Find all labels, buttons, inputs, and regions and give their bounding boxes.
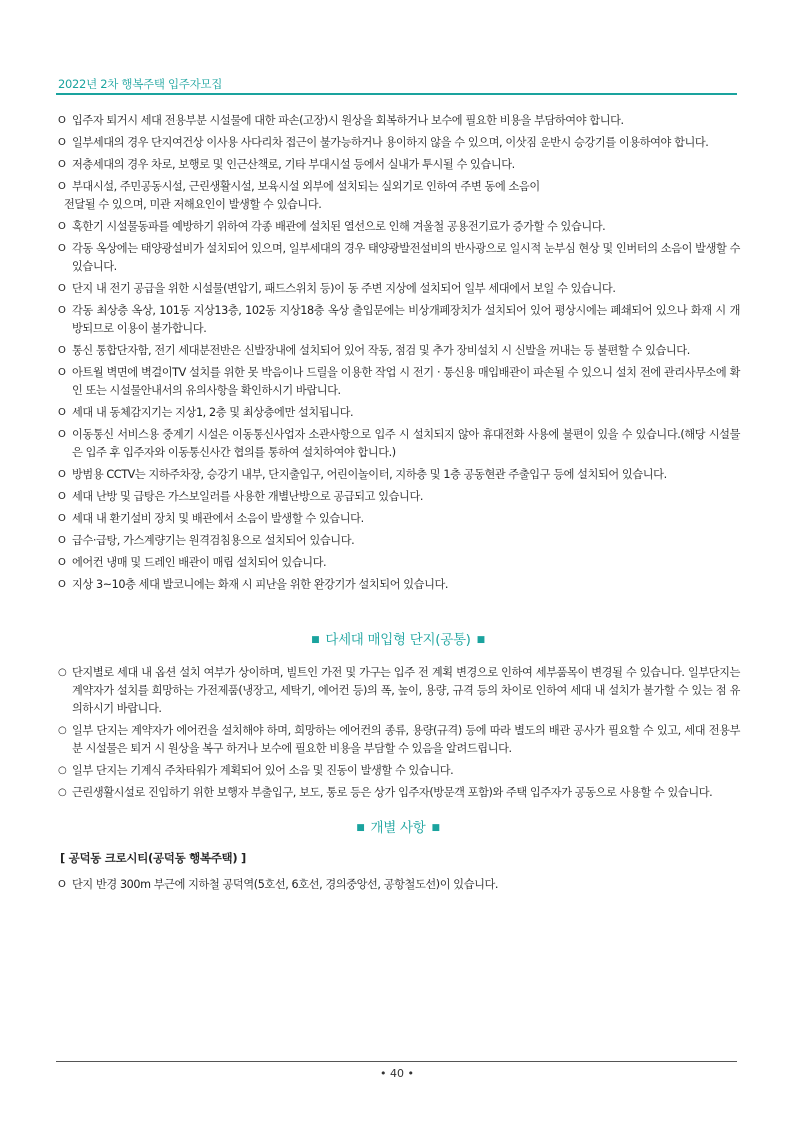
list-item: [56, 532, 740, 550]
list-item: [56, 762, 740, 780]
bullet-o: O: [58, 557, 66, 568]
list-item: [56, 302, 740, 338]
section-heading-individual: [56, 816, 740, 836]
square-marker-icon: ■: [476, 635, 485, 645]
list-item-text: 이동통신 서비스용 중계기 시설은 이동통신사업자 소관사항으로 입주 시 설치되지 않아 휴대전화 사용에 불편이 있을 수 있습니다.(해당 시설물은 입주 후 입주자와 이동통신사간 협의를 통하여 설치하여야 합니다.): [72, 428, 740, 459]
list-item-text: 부대시설, 주민공동시설, 근린생활시설, 보육시설 외부에 설치되는 실외기로 인하여 주변 동에 소음이: [72, 180, 540, 193]
square-marker-icon: ■: [356, 823, 365, 833]
list-item: [56, 488, 740, 506]
square-marker-icon: ■: [311, 635, 320, 645]
section-heading-text: 다세대 매입형 단지(공통): [325, 632, 471, 648]
bullet-o: O: [58, 469, 66, 480]
list-item: [56, 134, 740, 152]
list-item: [56, 510, 740, 528]
bullet-o: O: [58, 283, 66, 294]
bullet-o: O: [58, 407, 66, 418]
document-header-title: 2022년 2차 행복주택 입주자모집: [58, 77, 223, 91]
list-item: [56, 664, 740, 718]
list-item: [56, 722, 740, 758]
list-item-text: 지상 3~10층 세대 발코니에는 화재 시 피난을 위한 완강기가 설치되어 있습니다.: [72, 578, 449, 591]
list-item: [56, 342, 740, 360]
bullet-circle: ○: [58, 765, 67, 776]
list-item: [56, 404, 740, 422]
list-item: [56, 218, 740, 236]
list-item-text: 근린생활시설로 진입하기 위한 보행자 부출입구, 보도, 통로 등은 상가 입주자(방문객 포함)와 주택 입주자가 공동으로 사용할 수 있습니다.: [72, 786, 713, 799]
bullet-o: O: [58, 513, 66, 524]
bullet-o: O: [58, 879, 66, 890]
list-item-text: 혹한기 시설물동파를 예방하기 위하여 각종 배관에 설치된 열선으로 인해 겨울철 공용전기료가 증가할 수 있습니다.: [72, 220, 606, 233]
bullet-o: O: [58, 535, 66, 546]
bullet-o: O: [58, 367, 66, 378]
bullet-circle: ○: [58, 787, 67, 798]
list-item-text: 에어컨 냉매 및 드레인 배관이 매립 설치되어 있습니다.: [72, 556, 327, 569]
bullet-o: O: [58, 243, 66, 254]
bullet-circle: ○: [58, 667, 67, 678]
list-item-text: 저층세대의 경우 차로, 보행로 및 인근산책로, 기타 부대시설 등에서 실내가 투시될 수 있습니다.: [72, 158, 515, 171]
list-item-text: 세대 난방 및 급탕은 가스보일러를 사용한 개별난방으로 공급되고 있습니다.: [72, 490, 424, 503]
bullet-o: O: [58, 429, 66, 440]
bullet-o: O: [58, 221, 66, 232]
list-item: [56, 156, 740, 174]
page-number: • 40 •: [380, 1067, 414, 1080]
page-content: [56, 112, 740, 898]
list-item-text: 세대 내 동체감지기는 지상1, 2층 및 최상층에만 설치됩니다.: [72, 406, 354, 419]
section-heading-multi-unit: [56, 628, 740, 648]
list-item-text: 세대 내 환기설비 장치 및 배관에서 소음이 발생할 수 있습니다.: [72, 512, 364, 525]
notice-list-individual: [56, 876, 740, 894]
list-item: [56, 466, 740, 484]
notice-list-multi-unit: [56, 664, 740, 802]
list-item-text: 통신 통합단자함, 전기 세대분전반은 신발장내에 설치되어 있어 작동, 점검 및 추가 장비설치 시 신발을 꺼내는 등 불편할 수 있습니다.: [72, 344, 690, 357]
bullet-o: O: [58, 181, 66, 192]
bullet-o: O: [58, 579, 66, 590]
list-item-text: 일부 단지는 기계식 주차타워가 계획되어 있어 소음 및 진동이 발생할 수 있습니다.: [72, 764, 454, 777]
list-item: [56, 178, 740, 214]
bullet-o: O: [58, 137, 66, 148]
list-item: [56, 112, 740, 130]
list-item: [56, 876, 740, 894]
list-item-continuation: 전달될 수 있으며, 미관 저해요인이 발생할 수 있습니다.: [64, 198, 322, 211]
bullet-circle: ○: [58, 725, 67, 736]
section-heading-text: 개별 사항: [370, 820, 426, 836]
list-item-text: 아트월 벽면에 벽걸이TV 설치를 위한 못 박음이나 드릴을 이용한 작업 시 전기 · 통신용 매입배관이 파손될 수 있으니 설치 전에 관리사무소에 확인 또는 시설물안내서의 유의사항을 확인하시기 바랍니다.: [72, 366, 740, 397]
bullet-o: O: [58, 305, 66, 316]
list-item-text: 단지 반경 300m 부근에 지하철 공덕역(5호선, 6호선, 경의중앙선, 공항철도선)이 있습니다.: [72, 878, 499, 891]
bullet-o: O: [58, 115, 66, 126]
list-item-text: 각동 옥상에는 태양광설비가 설치되어 있으며, 일부세대의 경우 태양광발전설비의 반사광으로 일시적 눈부심 현상 및 인버터의 소음이 발생할 수 있습니다.: [72, 242, 740, 273]
list-item-text: 단지별로 세대 내 옵션 설치 여부가 상이하며, 빌트인 가전 및 가구는 입주 전 계획 변경으로 인하여 세부품목이 변경될 수 있습니다. 일부단지는 계약자가 설치를 희망하는 가전제품(냉장고, 세탁기, 에어컨 등)의 폭, 높이, 용량, 규격 등의 차이로 인하여 세대 내 설치가 불가할 수 있는 점 유의하시기 바랍니다.: [72, 666, 740, 715]
bullet-o: O: [58, 345, 66, 356]
list-item-text: 단지 내 전기 공급을 위한 시설물(변압기, 패드스위치 등)이 동 주변 지상에 설치되어 일부 세대에서 보일 수 있습니다.: [72, 282, 616, 295]
list-item-text: 일부세대의 경우 단지여건상 이사용 사다리차 접근이 불가능하거나 용이하지 않을 수 있으며, 이삿짐 운반시 승강기를 이용하여야 합니다.: [72, 136, 709, 149]
list-item: [56, 240, 740, 276]
complex-sub-heading: [ 공덕동 크로시티(공덕동 행복주택) ]: [60, 851, 246, 865]
list-item: [56, 280, 740, 298]
bullet-o: O: [58, 159, 66, 170]
list-item-text: 입주자 퇴거시 세대 전용부분 시설물에 대한 파손(고장)시 원상을 회복하거나 보수에 필요한 비용을 부담하여야 합니다.: [72, 114, 624, 127]
square-marker-icon: ■: [431, 823, 440, 833]
bullet-o: O: [58, 491, 66, 502]
list-item: [56, 426, 740, 462]
list-item: [56, 364, 740, 400]
list-item: [56, 576, 740, 594]
notice-list-general: [56, 112, 740, 594]
footer-divider: [56, 1061, 737, 1062]
list-item-text: 방범용 CCTV는 지하주차장, 승강기 내부, 단지출입구, 어린이놀이터, 지하층 및 1층 공동현관 주출입구 등에 설치되어 있습니다.: [72, 468, 667, 481]
header-divider: [56, 93, 737, 95]
list-item: [56, 554, 740, 572]
list-item: [56, 784, 740, 802]
list-item-text: 급수·급탕, 가스계량기는 원격검침용으로 설치되어 있습니다.: [72, 534, 355, 547]
list-item-text: 각동 최상층 옥상, 101동 지상13층, 102동 지상18층 옥상 출입문에는 비상개폐장치가 설치되어 있어 평상시에는 폐쇄되어 있으나 화재 시 개방되므로 이용이 불가합니다.: [72, 304, 740, 335]
list-item-text: 일부 단지는 계약자가 에어컨을 설치해야 하며, 희망하는 에어컨의 종류, 용량(규격) 등에 따라 별도의 배관 공사가 필요할 수 있고, 세대 전용부분 시설물은 퇴거 시 원상을 복구 하거나 보수에 필요한 비용을 부담할 수 있음을 알려드립니다.: [72, 724, 740, 755]
